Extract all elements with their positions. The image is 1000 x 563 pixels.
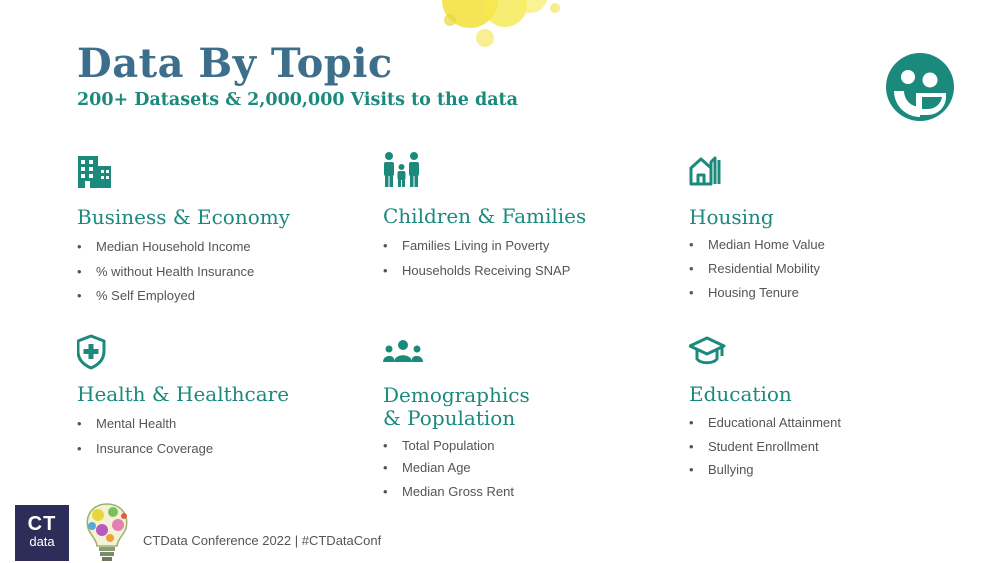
- list-item: • Residential Mobility: [689, 257, 825, 281]
- topic-business-economy: [77, 154, 290, 309]
- houses-icon: [689, 154, 729, 192]
- list-item: • Educational Attainment: [689, 411, 841, 435]
- topic-housing: [689, 154, 825, 305]
- topic-demographics-population: [383, 332, 530, 505]
- family-icon: [383, 152, 423, 190]
- list-item: • Households Receiving SNAP: [383, 258, 586, 283]
- topic-children-families: [383, 152, 586, 283]
- topic-heading: Business & Economy: [77, 205, 291, 229]
- list-item: • Bullying: [689, 458, 841, 482]
- topic-heading: Education: [689, 382, 792, 406]
- page-subtitle: 200+ Datasets & 2,000,000 Visits to the data: [77, 90, 518, 110]
- topic-list: [689, 233, 825, 305]
- list-item: • Median Age: [383, 457, 530, 479]
- list-item: • Median Household Income: [77, 235, 290, 260]
- graduation-cap-icon: [689, 334, 729, 372]
- topic-education: [689, 334, 841, 482]
- list-item: • Insurance Coverage: [77, 437, 289, 462]
- topic-heading: Housing: [689, 205, 774, 229]
- topic-heading: Health & Healthcare: [77, 382, 290, 406]
- list-item: • Student Enrollment: [689, 435, 841, 459]
- list-item: • % without Health Insurance: [77, 260, 290, 285]
- topic-heading-line1: Demographics: [383, 383, 530, 407]
- ctdata-logo: [15, 505, 69, 561]
- list-item: • Families Living in Poverty: [383, 233, 586, 258]
- topic-list: [383, 233, 586, 283]
- community-logo-icon: [886, 53, 954, 121]
- topic-heading: Children & Families: [383, 204, 587, 228]
- health-shield-icon: [77, 334, 117, 372]
- logo-data-text: data: [29, 534, 55, 549]
- topic-list: [77, 235, 290, 309]
- list-item: • % Self Employed: [77, 284, 290, 309]
- list-item: • Median Home Value: [689, 233, 825, 257]
- lightbulb-art-icon: [80, 500, 135, 562]
- footer-conference-text: CTData Conference 2022 | #CTDataConf: [143, 533, 382, 548]
- list-item: • Total Population: [383, 435, 530, 457]
- people-group-icon: [383, 332, 423, 370]
- topic-health-healthcare: [77, 334, 289, 461]
- topic-list: [689, 411, 841, 482]
- list-item: • Median Gross Rent: [383, 479, 530, 505]
- list-item: • Mental Health: [77, 412, 289, 437]
- logo-ct-text: CT: [27, 513, 57, 535]
- topic-list: [77, 412, 289, 461]
- paint-splash-decoration: [430, 0, 580, 50]
- page-title: Data By Topic: [77, 40, 393, 87]
- list-item: • Housing Tenure: [689, 281, 825, 305]
- topic-list: [383, 435, 530, 505]
- building-icon: [77, 154, 117, 192]
- topic-heading-line2: & Population: [383, 406, 516, 430]
